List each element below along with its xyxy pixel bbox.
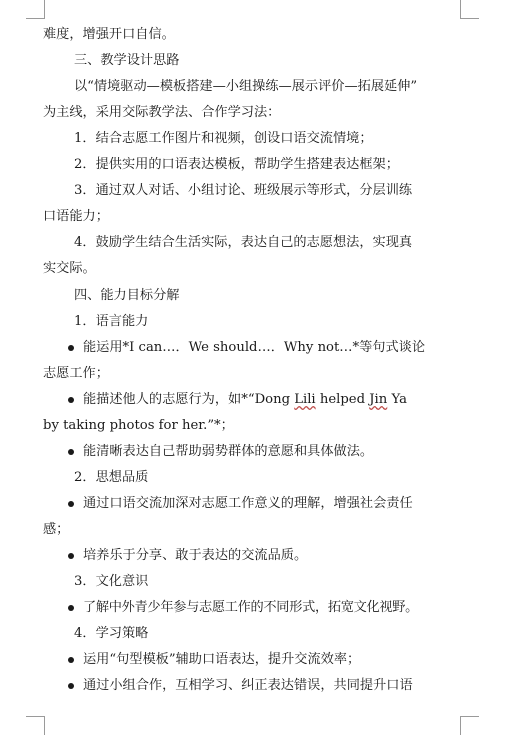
bullet-icon — [68, 683, 74, 689]
bullet-item — [83, 391, 407, 409]
body-text-line: 为主线，采用交际教学法、合作学习法： — [43, 105, 281, 120]
bullet-item: 运用“句型模板”辅助口语表达，提升交流效率； — [83, 652, 361, 667]
numbered-item: 4．鼓励学生结合生活实际，表达自己的志愿想法，实现真 — [74, 235, 413, 250]
bullet-item: 通过口语交流加深对志愿工作意义的理解，增强社会责任 — [83, 496, 413, 511]
subsection-heading: 4．学习策略 — [74, 626, 149, 641]
numbered-item: 2．提供实用的口语表达模板，帮助学生搭建表达框架； — [74, 157, 399, 172]
page-corner-mark-bottom-left — [26, 716, 45, 735]
body-text-line: 以“情境驱动—模板搭建—小组操练—展示评价—拓展延伸” — [74, 79, 418, 94]
section-heading: 四、能力目标分解 — [74, 288, 180, 303]
subsection-heading: 3．文化意识 — [74, 574, 149, 589]
bullet-icon — [68, 397, 74, 403]
bullet-item: 通过小组合作，互相学习、纠正表达错误，共同提升口语 — [83, 678, 413, 693]
bullet-item: 能运用*I can…．We should…．Why not…*等句式谈论 — [83, 340, 426, 355]
bullet-item: 了解中外青少年参与志愿工作的不同形式，拓宽文化视野。 — [83, 600, 419, 615]
bullet-icon — [68, 553, 74, 559]
numbered-item-continuation: 实交际。 — [43, 261, 96, 276]
page-corner-mark-bottom-right — [460, 716, 479, 735]
subsection-heading: 2．思想品质 — [74, 470, 149, 485]
page-corner-mark-top-right — [460, 0, 479, 19]
numbered-item: 3．通过双人对话、小组讨论、班级展示等形式，分层训练 — [74, 183, 413, 198]
bullet-text-part: helped — [315, 392, 370, 407]
spellcheck-word: Lili — [294, 392, 316, 407]
bullet-icon — [68, 345, 74, 351]
spellcheck-word: Jin — [369, 392, 388, 407]
bullet-icon — [68, 501, 74, 507]
numbered-item-continuation: 口语能力； — [43, 209, 109, 224]
bullet-icon — [68, 449, 74, 455]
bullet-item-continuation: by taking photos for her.”*； — [43, 418, 234, 433]
page-corner-mark-top-left — [26, 0, 45, 19]
numbered-item: 1．结合志愿工作图片和视频，创设口语交流情境； — [74, 131, 373, 146]
body-text-line: 难度，增强开口自信。 — [43, 27, 175, 42]
section-heading: 三、教学设计思路 — [74, 53, 180, 68]
bullet-item-continuation: 志愿工作； — [43, 366, 109, 381]
bullet-icon — [68, 657, 74, 663]
bullet-text-part: 能描述他人的志愿行为，如*“Dong — [83, 392, 295, 407]
bullet-item-continuation: 感； — [43, 522, 70, 537]
subsection-heading: 1．语言能力 — [74, 314, 149, 329]
bullet-icon — [68, 605, 74, 611]
bullet-text-part: Ya — [387, 392, 407, 407]
bullet-item: 培养乐于分享、敢于表达的交流品质。 — [83, 548, 308, 563]
bullet-item: 能清晰表达自己帮助弱势群体的意愿和具体做法。 — [83, 444, 374, 459]
